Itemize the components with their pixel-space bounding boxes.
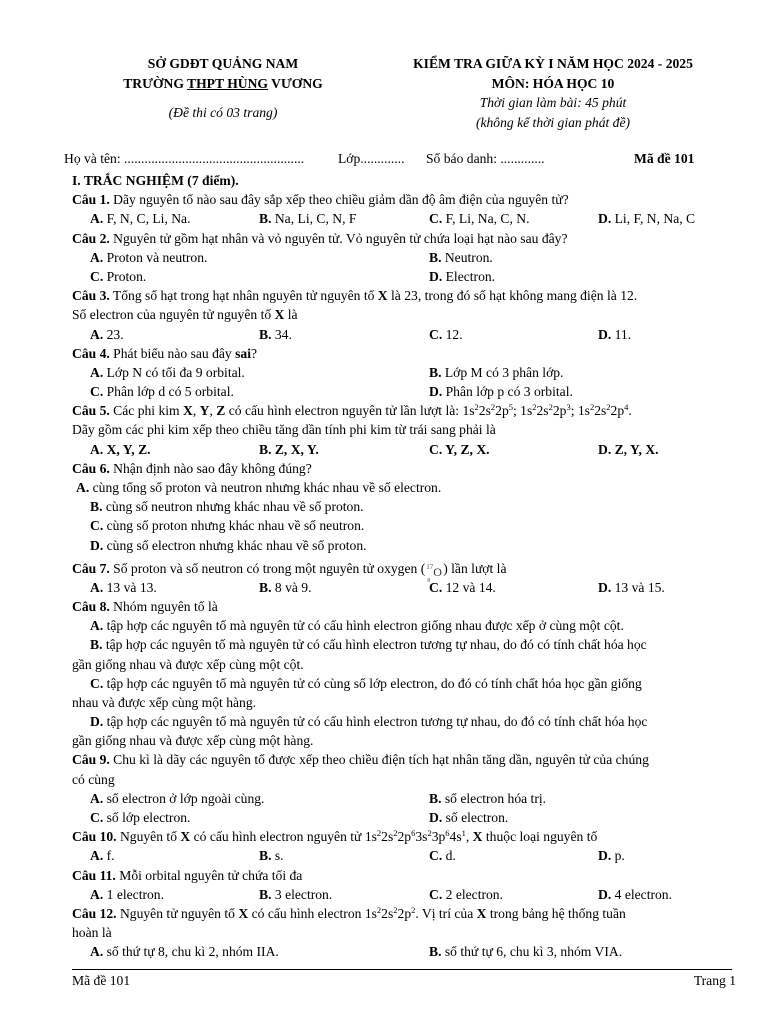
option-d: D. 4 electron.	[598, 886, 672, 902]
option-b: B. Neutron.	[429, 249, 493, 265]
school-name: TRƯỜNG THPT HÙNG VƯƠNG	[123, 75, 323, 91]
option-d: D. cùng số electron nhưng khác nhau về số proton.	[90, 537, 367, 553]
option-b: B. Lớp M có 3 phân lớp.	[429, 364, 564, 380]
option-a: A. 13 và 13.	[90, 579, 157, 595]
option-c: C. tập hợp các nguyên tố mà nguyên tử có cùng số lớp electron, do đó có tính chất hóa học gần giống	[90, 675, 642, 691]
option-b: B. số electron hóa trị.	[429, 790, 547, 806]
oxygen-isotope-notation: 17 8 O	[426, 562, 442, 584]
subject: MÔN: HÓA HỌC 10	[491, 75, 615, 91]
question-1: Câu 1. Dãy nguyên tố nào sau đây sắp xếp theo chiều giảm dần độ âm điện của nguyên tử?	[72, 192, 569, 208]
question-3: Câu 3. Tổng số hạt trong hạt nhân nguyên tử nguyên tố X là 23, trong đó số hạt không mang điện là 12.	[72, 288, 638, 304]
option-c: C. Phân lớp d có 5 orbital.	[90, 384, 234, 400]
option-c-cont: nhau và được xếp cùng một hàng.	[72, 694, 257, 710]
option-c: C. d.	[429, 848, 456, 864]
option-b: B. số thứ tự 6, chu kì 3, nhóm VIA.	[429, 944, 623, 960]
option-a: A. Proton và neutron.	[90, 249, 208, 265]
question-3-options	[72, 325, 732, 344]
question-7-options	[72, 578, 732, 597]
option-d: D. Z, Y, X.	[598, 441, 659, 457]
option-a: A. F, N, C, Li, Na.	[90, 211, 191, 227]
option-a: A. số electron ở lớp ngoài cùng.	[90, 790, 265, 806]
option-a: A. f.	[90, 848, 115, 864]
question-7: Câu 7. Số proton và số neutron có trong một nguyên tử oxygen ( 17 8 O ) lần lượt là	[72, 560, 507, 584]
question-12-options	[72, 942, 732, 961]
option-d: D. tập hợp các nguyên tố mà nguyên tử có cấu hình electron tương tự nhau, do đó có tính chất hóa học	[90, 714, 648, 730]
option-a: A. X, Y, Z.	[90, 441, 151, 457]
question-2: Câu 2. Nguyên tử gồm hạt nhân và vỏ nguyên tử. Vỏ nguyên tử chứa loại hạt nào sau đây?	[72, 230, 568, 246]
option-d: D. Electron.	[429, 268, 496, 284]
option-c: C. 2 electron.	[429, 886, 503, 902]
question-4-options-row2	[72, 382, 732, 401]
question-12-cont: hoàn là	[72, 925, 112, 941]
option-c: C. Proton.	[90, 268, 147, 284]
department-name: SỞ GDĐT QUẢNG NAM	[147, 56, 299, 71]
question-10-options	[72, 846, 732, 865]
footer-divider	[72, 969, 732, 970]
exam-title: KIỂM TRA GIỮA KỲ I NĂM HỌC 2024 - 2025	[413, 56, 693, 71]
page-count: (Đề thi có 03 trang)	[168, 105, 278, 120]
option-c: C. số lớp electron.	[90, 810, 191, 825]
candidate-number-field: Số báo danh: .............	[426, 151, 545, 166]
student-name-field: Họ và tên: .....................................................	[64, 151, 305, 166]
question-2-options-row2	[72, 267, 732, 286]
question-10: Câu 10. Nguyên tố X có cấu hình electron nguyên tử $1s^22s^22p^63s^23p^64s^1$, X thuộc loại nguyên tố	[72, 828, 598, 845]
option-b: B. 3 electron.	[259, 886, 333, 902]
option-c: C. cùng số proton nhưng khác nhau về số neutron.	[90, 518, 365, 534]
option-a: A. tập hợp các nguyên tố mà nguyên tử có cấu hình electron giống nhau được xếp ở cùng một cột.	[90, 618, 624, 634]
option-a: A. 1 electron.	[90, 886, 164, 902]
school-header	[60, 54, 386, 123]
option-a: A. 23.	[90, 326, 124, 342]
option-a: A. cùng tổng số proton và neutron nhưng khác nhau về số electron.	[76, 480, 442, 495]
duration-note: (không kể thời gian phát đề)	[475, 114, 631, 130]
option-a: A. số thứ tự 8, chu kì 2, nhóm IIA.	[90, 944, 279, 960]
option-d: D. Phân lớp p có 3 orbital.	[429, 384, 573, 400]
exam-header	[386, 54, 720, 132]
option-c: C. 12.	[429, 326, 463, 342]
option-b: B. s.	[259, 848, 284, 864]
footer-page-number: Trang 1	[693, 973, 736, 988]
question-4: Câu 4. Phát biểu nào sau đây sai?	[72, 345, 258, 361]
option-c: C. Y, Z, X.	[429, 441, 490, 457]
option-b: B. 8 và 9.	[259, 579, 312, 595]
option-b: B. cùng số neutron nhưng khác nhau về số proton.	[90, 499, 364, 515]
question-9: Câu 9. Chu kì là dãy các nguyên tố được xếp theo chiều điện tích hạt nhân tăng dần, nguyên tử của chúng	[72, 752, 649, 768]
question-1-options	[72, 209, 732, 228]
student-info-line	[64, 151, 736, 170]
option-c: C. 12 và 14.	[429, 579, 496, 595]
question-9-cont: có cùng	[72, 771, 115, 787]
question-5-options	[72, 440, 732, 459]
duration: Thời gian làm bài: 45 phút	[479, 95, 627, 110]
footer-exam-code: Mã đề 101	[72, 973, 131, 988]
option-d: D. số electron.	[429, 810, 509, 825]
option-b: B. Na, Li, C, N, F	[259, 211, 357, 227]
option-d: D. p.	[598, 848, 625, 864]
question-9-options-row2	[72, 808, 732, 827]
option-d: D. Li, F, N, Na, C	[598, 211, 696, 227]
class-field: Lớp.............	[338, 151, 405, 166]
question-2-options-row1	[72, 248, 732, 267]
option-d: D. 13 và 15.	[598, 579, 665, 595]
option-a: A. Lớp N có tối đa 9 orbital.	[90, 364, 245, 380]
question-11-options	[72, 885, 732, 904]
question-6: Câu 6. Nhận định nào sao đây không đúng?	[72, 460, 312, 476]
option-b-cont: gần giống nhau và được xếp cùng một cột.	[72, 656, 304, 672]
question-3-cont: Số electron của nguyên tử nguyên tố X là	[72, 307, 298, 323]
question-9-options-row1	[72, 789, 732, 808]
option-b: B. tập hợp các nguyên tố mà nguyên tử có cấu hình electron tương tự nhau, do đó có tính chất hóa học	[90, 637, 647, 653]
question-11: Câu 11. Mỗi orbital nguyên tử chứa tối đa	[72, 867, 303, 883]
question-5-cont: Dãy gồm các phi kim xếp theo chiều tăng dần tính phi kim từ trái sang phải là	[72, 422, 496, 438]
option-d-cont: gần giống nhau và được xếp cùng một hàng.	[72, 733, 314, 749]
section-title: I. TRẮC NGHIỆM (7 điểm).	[72, 173, 239, 188]
question-5: Câu 5. Các phi kim X, Y, Z có cấu hình electron nguyên tử lần lượt là: $1s^22s^22p^5$; $1s^22s^22p^3$; $1s^22s^22p^4$.	[72, 402, 632, 419]
option-b: B. 34.	[259, 326, 292, 342]
question-4-options-row1	[72, 363, 732, 382]
exam-code: Mã đề 101	[634, 151, 695, 166]
question-12: Câu 12. Nguyên tử nguyên tố X có cấu hình electron $1s^22s^22p^2$. Vị trí của X trong bảng hệ thống tuần	[72, 904, 626, 921]
option-b: B. Z, X, Y.	[259, 441, 319, 457]
option-d: D. 11.	[598, 326, 632, 342]
question-list	[72, 171, 732, 962]
question-8: Câu 8. Nhóm nguyên tố là	[72, 598, 218, 614]
option-c: C. F, Li, Na, C, N.	[429, 211, 530, 227]
